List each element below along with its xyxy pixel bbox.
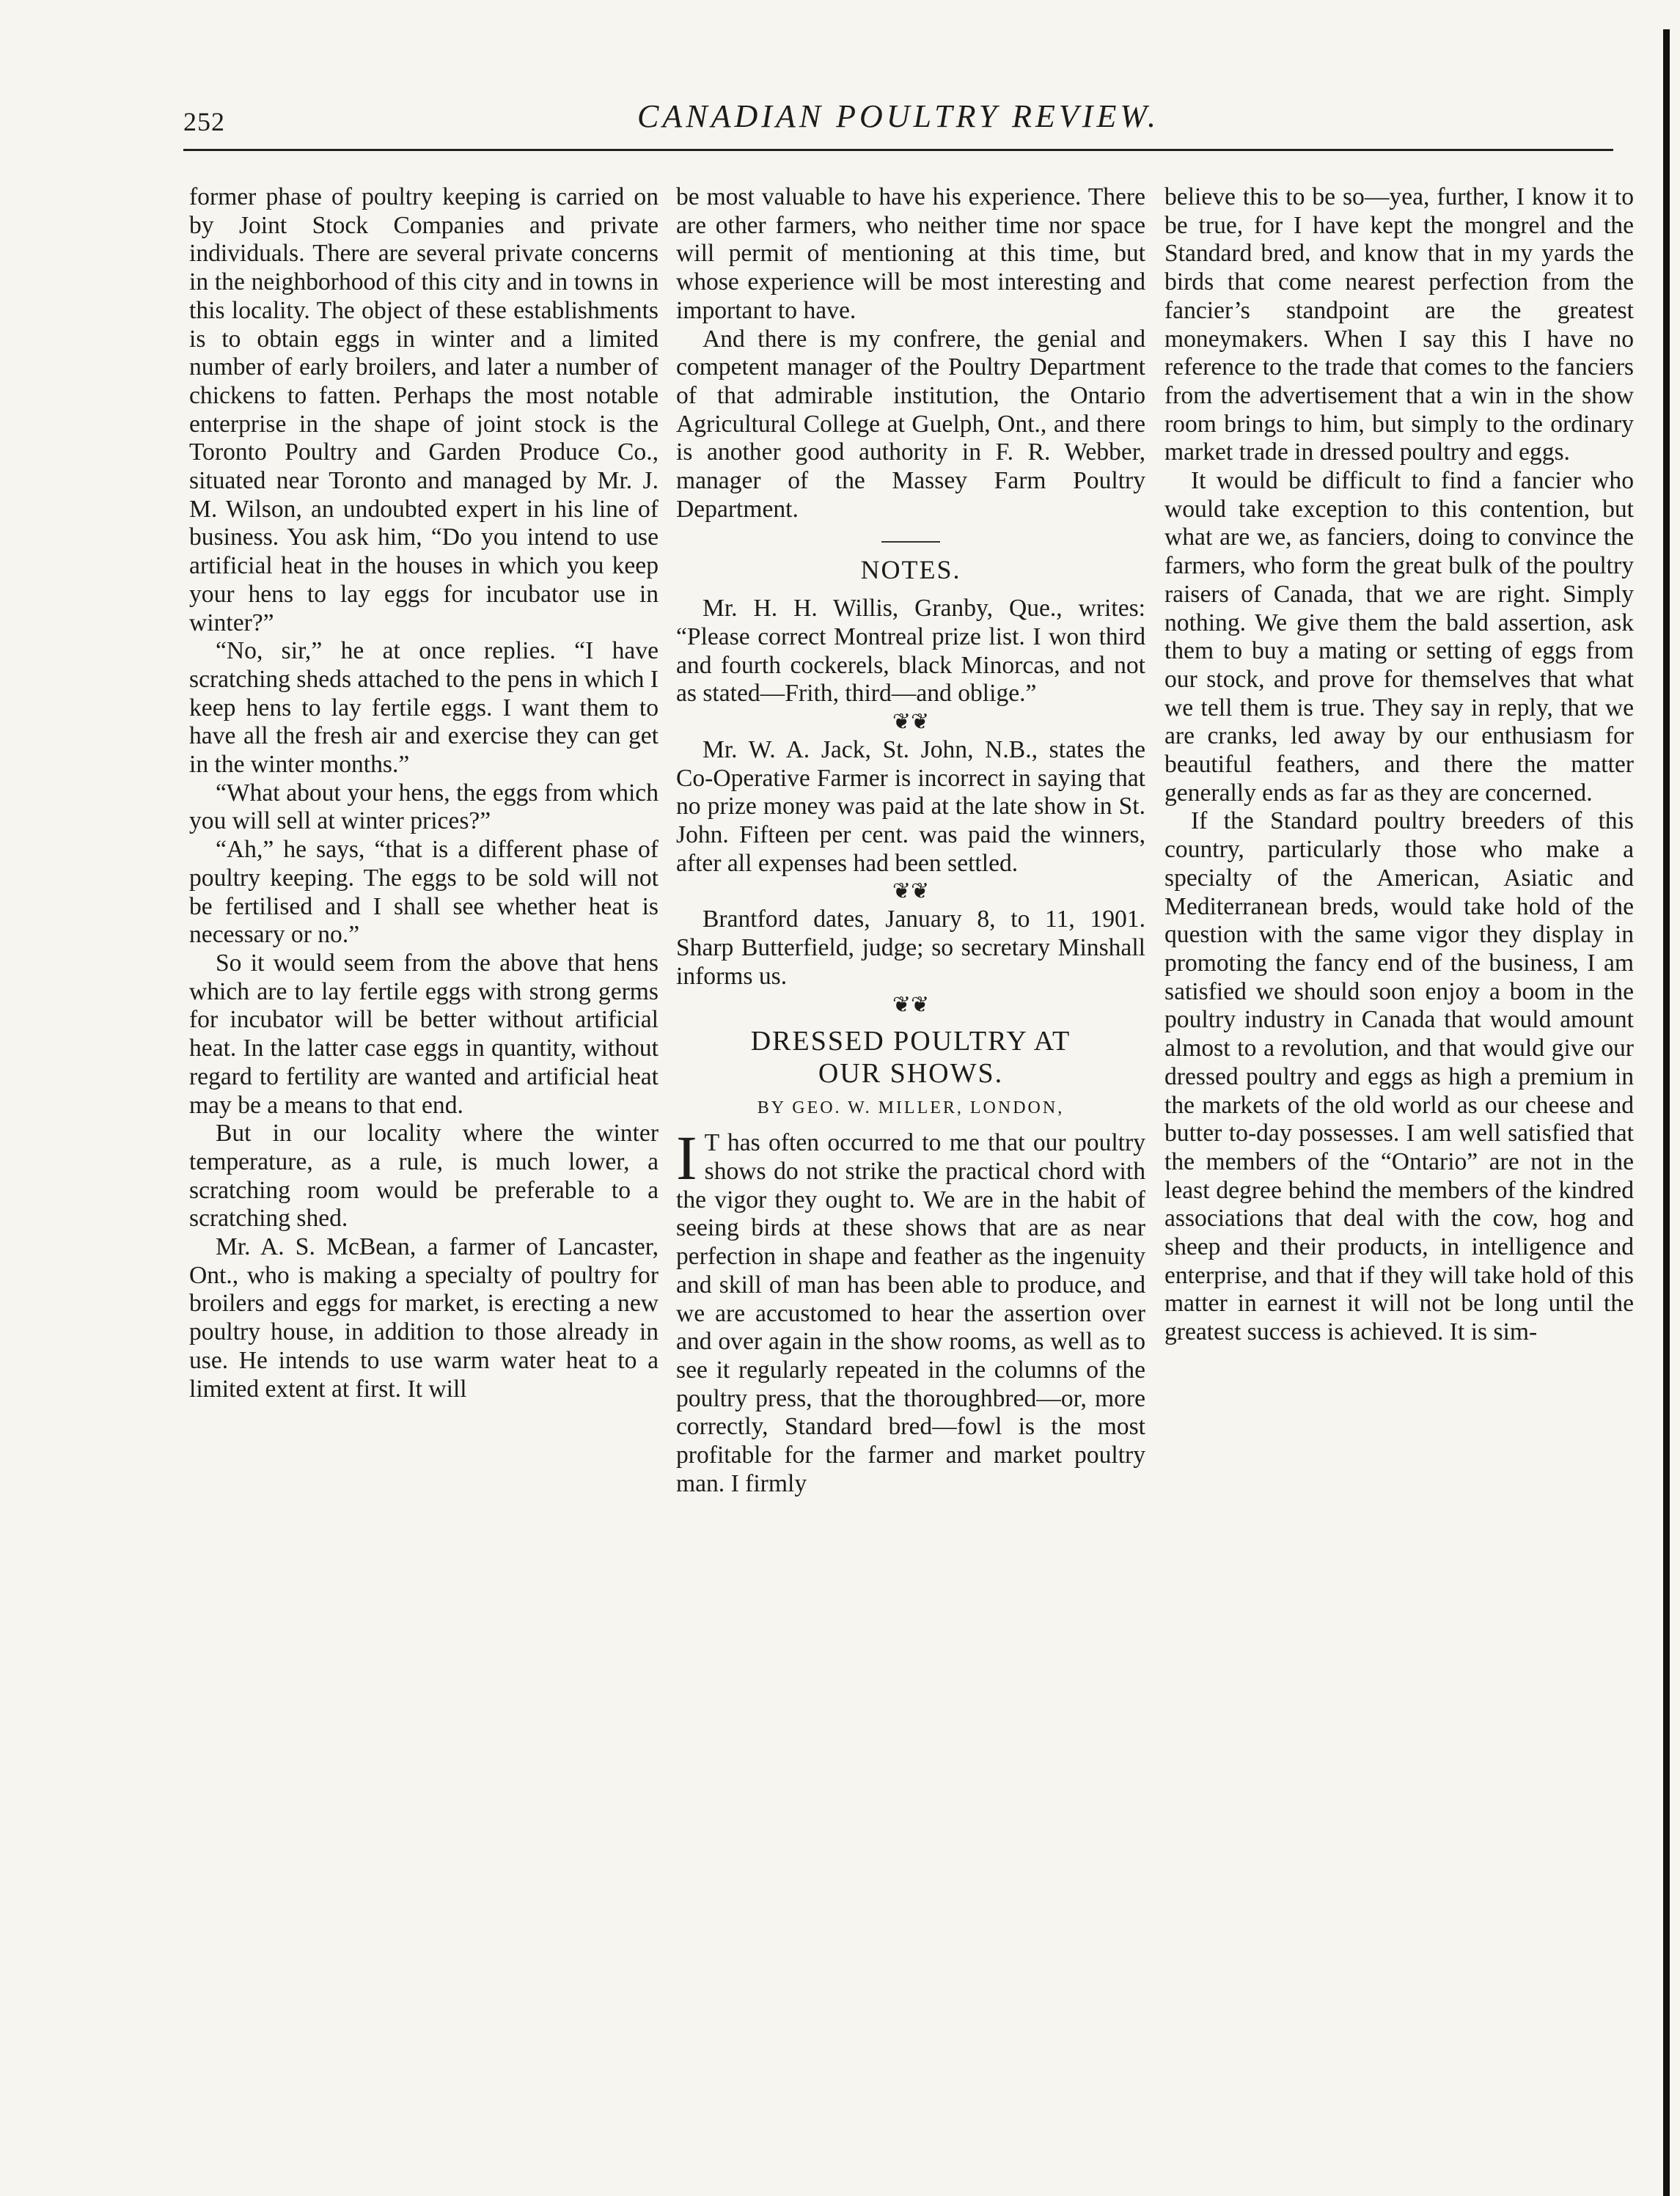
article-title-line: DRESSED POULTRY AT: [750, 1025, 1071, 1057]
paragraph: So it would seem from the above that hens which are to lay fertile eggs with strong germs for incubator will be better without artificial heat. In the latter case eggs in quantity, without regard to fertility are wanted and artificial heat may be a means to that end.: [189, 949, 659, 1119]
article-title-line: OUR SHOWS.: [818, 1057, 1004, 1089]
fleuron-ornament: ❦❦: [892, 879, 930, 904]
page-header: [183, 84, 1613, 143]
drop-cap: I: [676, 1123, 697, 1194]
text-column-1: [189, 183, 659, 1403]
note-item: Mr. H. H. Willis, Granby, Que., writes: “Please correct Montreal prize list. I won third and fourth cockerels, black Minorcas, and not as stated—Frith, third—and oblige.”: [676, 595, 1145, 708]
paragraph: “Ah,” he says, “that is a different phase of poultry keeping. The eggs to be sold will not be fertilised and I shall see whether heat is necessary or no.”: [189, 836, 659, 949]
paragraph: It would be difficult to find a fancier who would take exception to this contention, but what are we, as fanciers, doing to convince the farmers, who form the great bulk of the poultry raisers of Canada, that we are right. Simply nothing. We give them the bald assertion, ask them to buy a mating or setting of eggs from our stock, and prove for themselves that what we tell them is true. They say in reply, that we are cranks, led away by our enthusiasm for beautiful feathers, and there the matter generally ends as far as they are concerned.: [1164, 467, 1634, 807]
article-paragraph: [676, 1123, 1145, 1498]
header-rule: [183, 149, 1613, 151]
article-text: T has often occurred to me that our poultry shows do not strike the practical chord with the vigor they ought to. We are in the habit of seeing birds at these shows that are as near perfection in shape and feather as the ingenuity and skill of man has been able to produce, and we are accustomed to hear the assertion over and over again in the show rooms, as well as to see it regularly repeated in the columns of the poultry press, that the thoroughbred—or, more correctly, Standard bred—fowl is the most profitable for the farmer and market poultry man. I firmly: [676, 1129, 1145, 1497]
paragraph: believe this to be so—yea, further, I know it to be true, for I have kept the mongrel and the Standard bred, and know that in my yards the birds that come nearest perfection from the fancier’s standpoint are the greatest moneymakers. When I say this I have no reference to the trade that comes to the fanciers from the advertisement that a win in the show room brings to him, but simply to the ordinary market trade in dressed poultry and eggs.: [1164, 183, 1634, 466]
page-number: 252: [183, 107, 225, 136]
text-column-2: [676, 183, 1145, 1498]
paragraph: “What about your hens, the eggs from which you will sell at winter prices?”: [189, 779, 659, 835]
scan-edge-bar: [1663, 29, 1670, 2196]
paragraph: If the Standard poultry breeders of this country, particularly those who make a specialty of the American, Asiatic and Mediterranean breds, would take hold of the question with the same vigor they display in promoting the fancy end of the business, I am satisfied we should soon enjoy a boom in the poultry industry in Canada that would amount almost to a revolution, and that would give our dressed poultry and eggs as high a premium in the markets of the old world as our cheese and butter to-day possesses. I am well satisfied that the members of the “Ontario” are not in the least degree behind the members of the kindred associations that deal with the cow, hog and sheep and their products, in intelligence and enterprise, and that if they will take hold of this matter in earnest it will not be long until the greatest success is achieved. It is sim-: [1164, 807, 1634, 1346]
section-divider: [881, 541, 940, 543]
article-byline: BY GEO. W. MILLER, LONDON,: [757, 1098, 1065, 1117]
paragraph: And there is my confrere, the genial and competent manager of the Poultry Department of that admirable institution, the Ontario Agricultural College at Guelph, Ont., and there is another good authority in F. R. Webber, manager of the Massey Farm Poultry Department.: [676, 325, 1145, 523]
note-item: Mr. W. A. Jack, St. John, N.B., states the Co-Operative Farmer is incorrect in saying that no prize money was paid at the late show in St. John. Fifteen per cent. was paid the winners, after all expenses had been settled.: [676, 735, 1145, 877]
running-title: CANADIAN POULTRY REVIEW.: [637, 98, 1159, 134]
paragraph: former phase of poultry keeping is carried on by Joint Stock Companies and private individuals. There are several private concerns in the neighborhood of this city and in towns in this locality. The object of these establishments is to obtain eggs in winter and a limited number of early broilers, and later a number of chickens to fatten. Perhaps the most notable enterprise in the shape of joint stock is the Toronto Poultry and Garden Produce Co., situated near Toronto and managed by Mr. J. M. Wilson, an undoubted expert in his line of business. You ask him, “Do you intend to use artificial heat in the houses in which you keep your hens to lay eggs for incubator use in winter?”: [189, 183, 659, 636]
paragraph: “No, sir,” he at once replies. “I have scratching sheds attached to the pens in which I keep hens to lay fertile eggs. I want them to have all the fresh air and exercise they can get in the winter months.”: [189, 637, 659, 779]
fleuron-ornament: ❦❦: [892, 709, 930, 734]
paragraph: But in our locality where the winter temperature, as a rule, is much lower, a scratching room would be preferable to a scratching shed.: [189, 1120, 659, 1233]
article-title: [676, 1025, 1145, 1090]
note-item: Brantford dates, January 8, to 11, 1901. Sharp Butterfield, judge; so secretary Minshall informs us.: [676, 906, 1145, 990]
paragraph: be most valuable to have his experience. There are other farmers, who neither time nor space will permit of mentioning at this time, but whose experience will be most interesting and important to have.: [676, 183, 1145, 324]
fleuron-ornament: ❦❦: [892, 992, 930, 1017]
text-column-3: [1164, 183, 1634, 1347]
notes-heading: NOTES.: [860, 555, 961, 585]
paragraph: Mr. A. S. McBean, a farmer of Lancaster, Ont., who is making a specialty of poultry for broilers and eggs for market, is erecting a new poultry house, in addition to those already in use. He intends to use warm water heat to a limited extent at first. It will: [189, 1233, 659, 1403]
